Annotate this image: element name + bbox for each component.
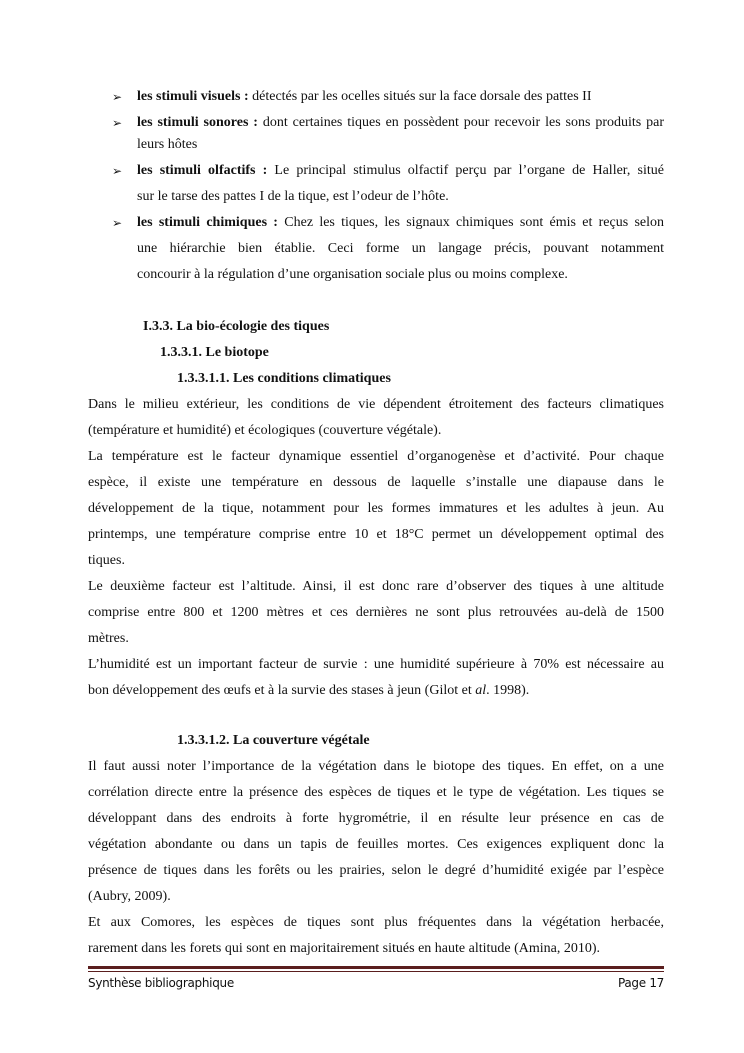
footer-rule-thin <box>88 971 664 972</box>
arrow-bullet-icon: ➢ <box>112 90 123 104</box>
paragraph-line: La température est le facteur dynamique essentiel d’organogenèse et d’activité. Pour chaque <box>88 449 664 464</box>
bullet-text: sur le tarse des pattes I de la tique, est l’odeur de l’hôte. <box>137 189 449 204</box>
heading-bio-ecologie: I.3.3. La bio-écologie des tiques <box>143 319 330 334</box>
bullet-line <box>137 136 664 154</box>
arrow-bullet-icon: ➢ <box>112 116 123 130</box>
paragraph-line: printemps, une température comprise entre 10 et 18°C permet un développement optimal des <box>88 527 664 542</box>
paragraph-line: L’humidité est un important facteur de survie : une humidité supérieure à 70% est nécessaire au <box>88 657 664 672</box>
bullet-text: une hiérarchie bien établie. Ceci forme un langage précis, pouvant notamment <box>137 241 664 256</box>
paragraph-line: tiques. <box>88 553 125 568</box>
paragraph-line: Le deuxième facteur est l’altitude. Ainsi, il est donc rare d’observer des tiques à une altitude <box>88 579 664 594</box>
heading-conditions-climatiques: 1.3.3.1.1. Les conditions climatiques <box>177 371 391 386</box>
arrow-bullet-icon: ➢ <box>112 216 123 230</box>
bullet-line <box>137 214 664 232</box>
bullet-label: les stimuli sonores : <box>137 115 258 130</box>
footer-page-number: Page 17 <box>617 976 664 990</box>
paragraph-line: rarement dans les forets qui sont en majoritairement situés en haute altitude (Amina, 2010). <box>88 941 601 956</box>
paragraph-line: corrélation directe entre la présence des espèces de tiques et le type de végétation. Les tiques se <box>88 785 664 800</box>
paragraph-line: espèce, il existe une température en dessous de laquelle s’installe une diapause dans le <box>88 475 664 490</box>
bullet-text: Le principal stimulus olfactif perçu par l’organe de Haller, situé <box>267 163 664 178</box>
bullet-label: les stimuli olfactifs : <box>137 163 268 178</box>
bullet-text: leurs hôtes <box>137 137 198 152</box>
bullet-label: les stimuli chimiques : <box>137 215 278 230</box>
text-segment: . 1998). <box>486 683 530 698</box>
paragraph-line: comprise entre 800 et 1200 mètres et ces dernières ne sont plus retrouvées au-delà de 1500 <box>88 605 664 620</box>
bullet-label: les stimuli visuels : <box>137 89 249 104</box>
italic-text: al <box>475 683 487 698</box>
bullet-text: concourir à la régulation d’une organisation sociale plus ou moins complexe. <box>137 267 568 282</box>
paragraph-line: développant dans des endroits à forte hygrométrie, il en résulte leur présence en cas de <box>88 811 664 826</box>
bullet-line <box>137 188 664 206</box>
paragraph-line: développement de la tique, notamment pour les formes immatures et les adultes à jeun. Au <box>88 501 664 516</box>
paragraph-line: présence de tiques dans les forêts ou les prairies, selon le degré d’humidité exigée par l’espèce <box>88 863 664 878</box>
paragraph-line: Et aux Comores, les espèces de tiques sont plus fréquentes dans la végétation herbacée, <box>88 915 664 930</box>
bullet-line <box>137 240 664 258</box>
heading-biotope: 1.3.3.1. Le biotope <box>160 345 269 360</box>
arrow-bullet-icon: ➢ <box>112 164 123 178</box>
paragraph-line: (température et humidité) et écologiques (couverture végétale). <box>88 423 442 438</box>
bullet-line <box>137 88 664 106</box>
bullet-text: Chez les tiques, les signaux chimiques sont émis et reçus selon <box>277 215 664 230</box>
heading-couverture-vegetale: 1.3.3.1.2. La couverture végétale <box>177 733 370 748</box>
paragraph-line: Dans le milieu extérieur, les conditions de vie dépendent étroitement des facteurs climatiques <box>88 397 664 412</box>
paragraph-line: mètres. <box>88 631 129 646</box>
footer-rule <box>88 966 664 969</box>
bullet-line <box>137 162 664 180</box>
paragraph-line: végétation abondante ou dans un tapis de feuilles mortes. Ces exigences expliquent donc la <box>88 837 664 852</box>
footer-section-title: Synthèse bibliographique <box>88 976 234 990</box>
bullet-text: dont certaines tiques en possèdent pour recevoir les sons produits par <box>257 115 664 130</box>
paragraph-line: (Aubry, 2009). <box>88 889 171 904</box>
bullet-text: détectés par les ocelles situés sur la face dorsale des pattes II <box>248 89 592 104</box>
bullet-line <box>137 114 664 132</box>
bullet-line <box>137 266 664 284</box>
paragraph-line: Il faut aussi noter l’importance de la végétation dans le biotope des tiques. En effet, on a une <box>88 759 664 774</box>
text-segment: bon développement des œufs et à la survie des stases à jeun (Gilot et <box>88 683 476 698</box>
paragraph-line <box>88 682 664 700</box>
